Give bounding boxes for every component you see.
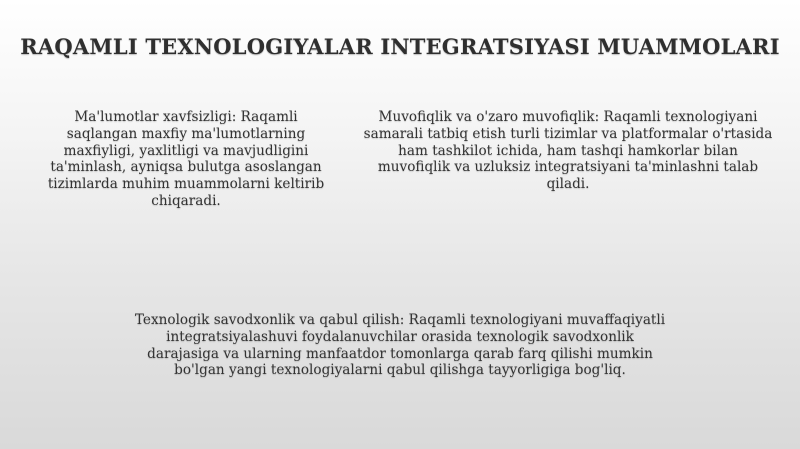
- paragraph-line: chiqaradi.: [151, 192, 221, 209]
- paragraph-line: saqlangan maxfiy ma'lumotlarning: [66, 125, 306, 142]
- paragraph-line: Texnologik savodxonlik va qabul qilish: Raqamli texnologiyani muvaffaqiyatli: [134, 312, 666, 328]
- paragraph-line: bo'lgan yangi texnologiyalarni qabul qilishga tayyorligiga bog'liq.: [174, 362, 626, 379]
- paragraph-line: Muvofiqlik va o'zaro muvofiqlik: Raqamli texnologiyani: [378, 109, 758, 125]
- paragraph-line: darajasiga va ularning manfaatdor tomonlarga qarab farq qilishi mumkin: [147, 345, 653, 362]
- paragraph-line: tizimlarda muhim muammolarni keltirib: [47, 176, 325, 193]
- paragraph-line: muvofiqlik va uzluksiz integratsiyani ta'minlashni talab: [377, 159, 759, 176]
- paragraph-line: integratsiyalashuvi foydalanuvchilar orasida texnologik savodxonlik: [166, 328, 634, 345]
- tech-literacy-paragraph: [110, 312, 690, 379]
- paragraph-line: samarali tatbiq etish turli tizimlar va platformalar o'rtasida: [363, 125, 773, 142]
- compatibility-paragraph: [358, 109, 778, 193]
- paragraph-line: ta'minlash, ayniqsa bulutga asoslangan: [50, 159, 322, 176]
- paragraph-line: Ma'lumotlar xavfsizligi: Raqamli: [74, 109, 298, 125]
- paragraph-line: maxfiyligi, yaxlitligi va mavjudligini: [63, 142, 309, 159]
- slide-title: RAQAMLI TEXNOLOGIYALAR INTEGRATSIYASI MUAMMOLARI: [20, 34, 780, 59]
- data-security-paragraph: [36, 109, 336, 210]
- paragraph-line: qiladi.: [546, 176, 590, 193]
- paragraph-line: ham tashkilot ichida, ham tashqi hamkorlar bilan: [398, 142, 738, 159]
